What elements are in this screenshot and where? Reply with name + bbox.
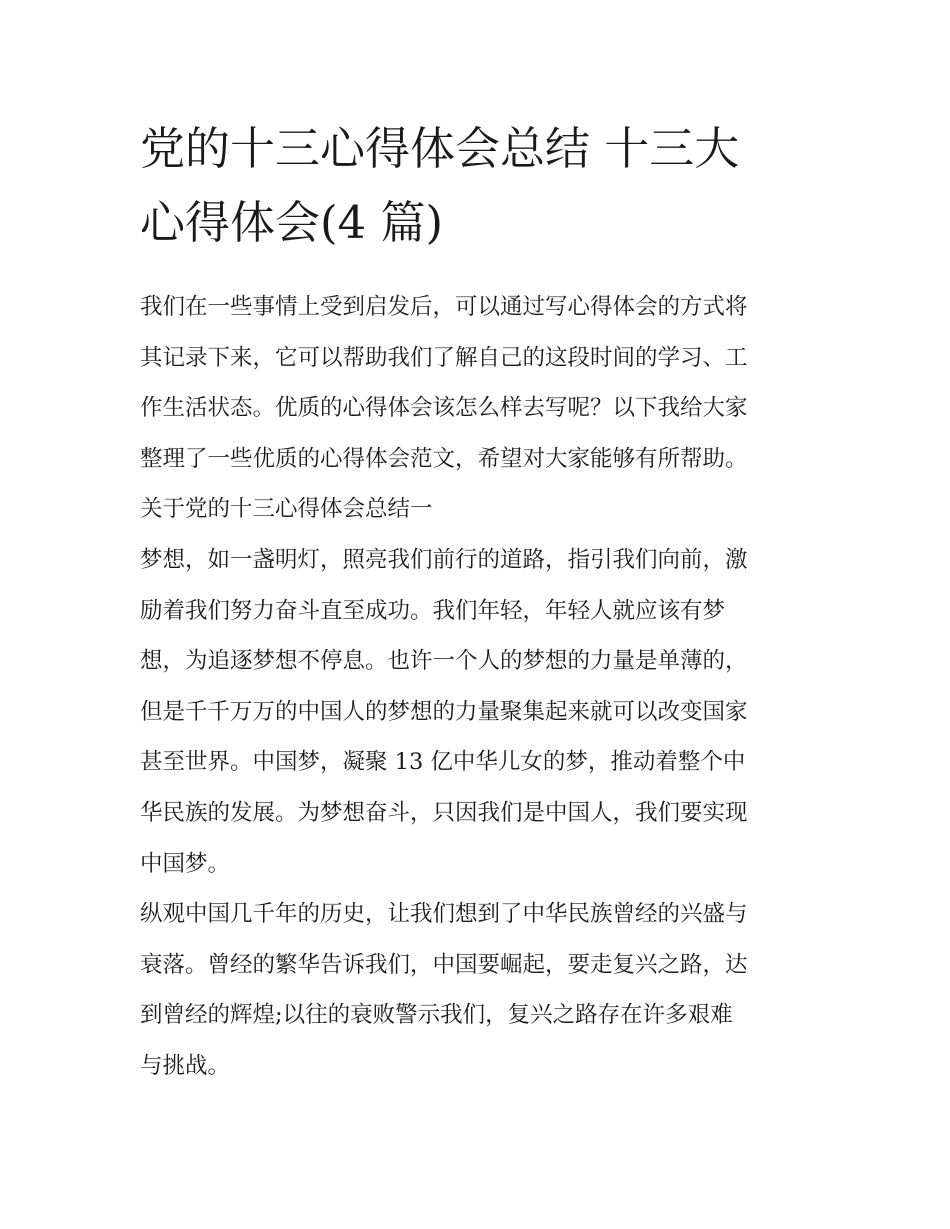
document-body bbox=[140, 282, 820, 1092]
body-paragraph: 梦想，如一盏明灯，照亮我们前行的道路，指引我们向前，激 励着我们努力奋斗直至成功。我们年轻，年轻人就应该有梦 想，为追逐梦想不停息。也许一个人的梦想的力量是单薄的， 但是千千万万的中国人的梦想的力量聚集起来就可以改变国家 甚至世界。中国梦，凝聚 13 亿中华儿女的梦，推动着整个中 华民族的发展。为梦想奋斗，只因我们是中国人，我们要实现 中国梦。 bbox=[140, 546, 748, 877]
section-heading: 关于党的十三心得体会总结一 bbox=[140, 496, 433, 523]
body-paragraph: 纵观中国几千年的历史，让我们想到了中华民族曾经的兴盛与 衰落。曾经的繁华告诉我们，中国要崛起，要走复兴之路，达 到曾经的辉煌;以往的衰败警示我们，复兴之路存在许多艰难 与挑战。 bbox=[140, 901, 748, 1079]
document-title: 党的十三心得体会总结 十三大 心得体会(4 篇) bbox=[140, 122, 740, 249]
intro-paragraph: 我们在一些事情上受到启发后，可以通过写心得体会的方式将 其记录下来，它可以帮助我们了解自己的这段时间的学习、工 作生活状态。优质的心得体会该怎么样去写呢？以下我给大家 整理了一些优质的心得体会范文，希望对大家能够有所帮助。 bbox=[140, 294, 748, 472]
